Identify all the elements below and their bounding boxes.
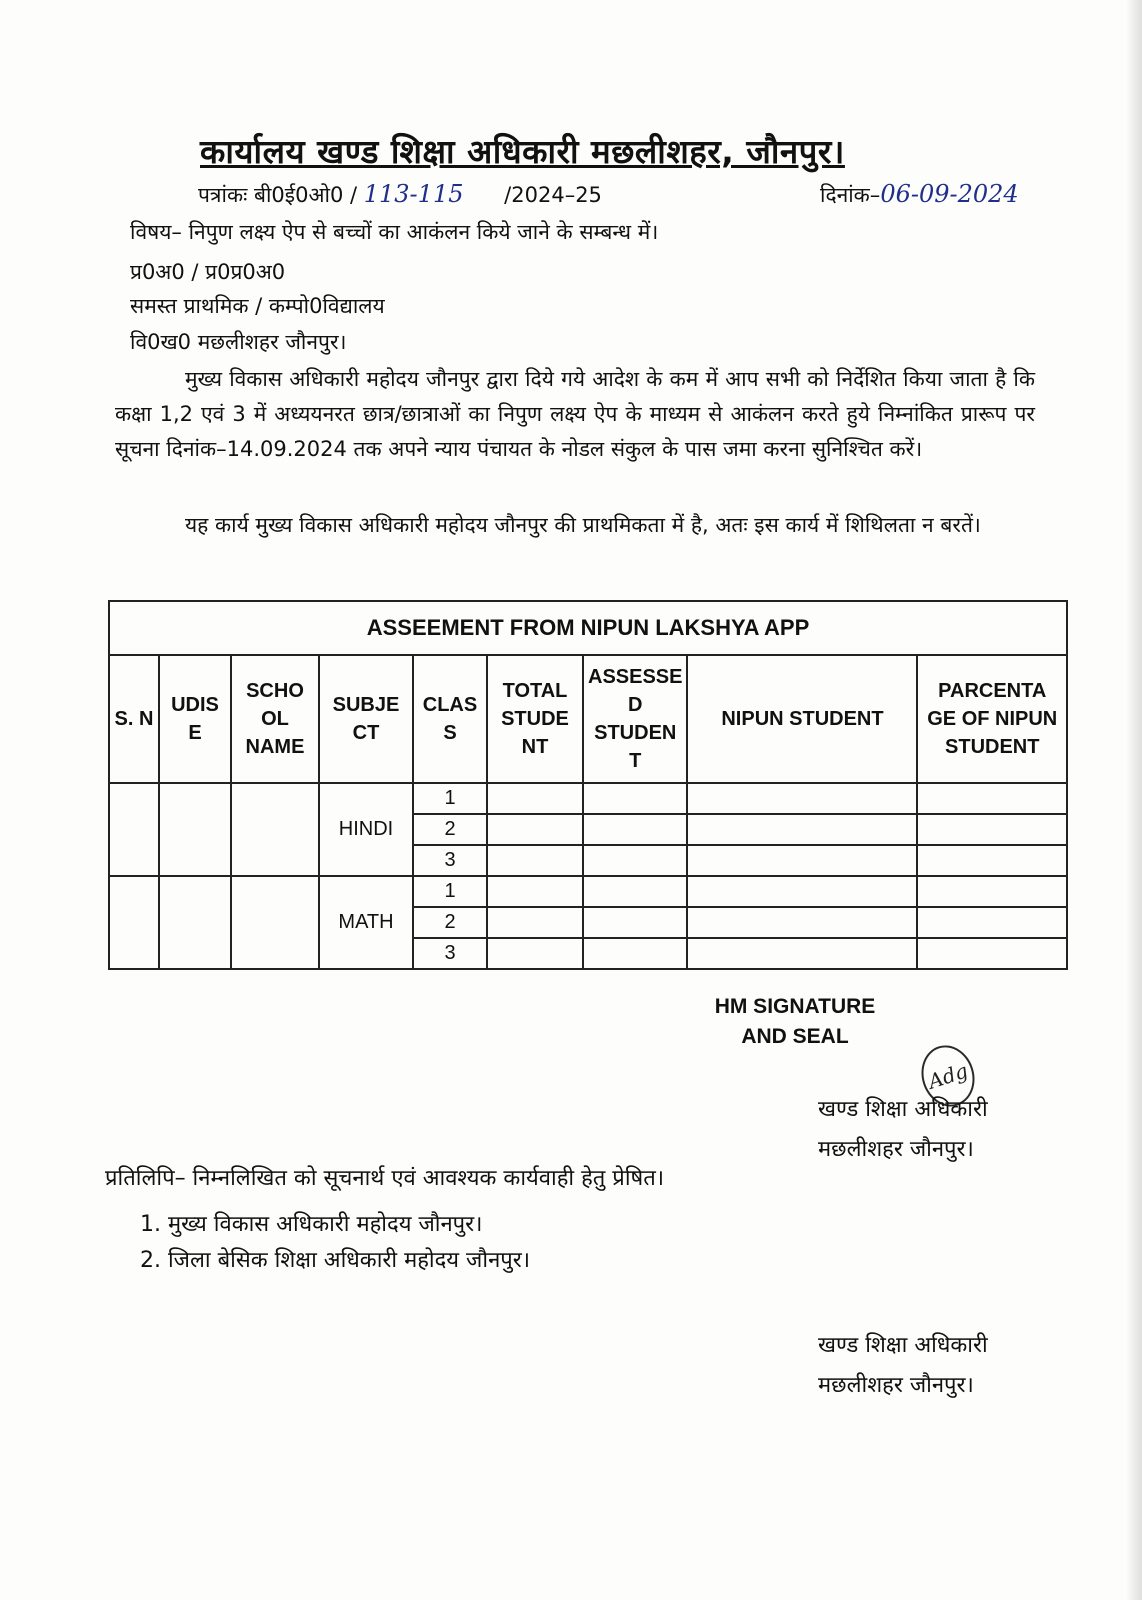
copy-item-2: 2. जिला बेसिक शिक्षा अधिकारी महोदय जौनपुर।	[140, 1248, 531, 1273]
officer-line-2: मछलीशहर जौनपुर।	[818, 1137, 974, 1162]
cell-assessed[interactable]	[583, 876, 687, 907]
officer-footer-line-2: मछलीशहर जौनपुर।	[818, 1373, 974, 1398]
cell-school[interactable]	[231, 783, 319, 876]
cell-total[interactable]	[487, 814, 583, 845]
cell-assessed[interactable]	[583, 783, 687, 814]
officer-footer-block	[818, 1326, 988, 1406]
cell-percent[interactable]	[917, 845, 1067, 876]
cell-udise[interactable]	[159, 783, 231, 876]
office-title: कार्यालय खण्ड शिक्षा अधिकारी मछलीशहर, जौनपुर।	[200, 132, 845, 171]
cell-class: 1	[413, 876, 487, 907]
col-assessed-student: ASSESSE D STUDEN T	[583, 655, 687, 783]
cell-udise[interactable]	[159, 876, 231, 969]
col-school-name: SCHO OL NAME	[231, 655, 319, 783]
officer-line-1: खण्ड शिक्षा अधिकारी	[818, 1097, 988, 1122]
cell-nipun[interactable]	[687, 845, 917, 876]
cell-percent[interactable]	[917, 876, 1067, 907]
cell-percent[interactable]	[917, 814, 1067, 845]
signature-initials-seal: Adg	[914, 1038, 983, 1113]
col-percentage-nipun: PARCENTA GE OF NIPUN STUDENT	[917, 655, 1067, 783]
hm-signature-line-1: HM SIGNATURE	[714, 995, 876, 1018]
officer-signature-block	[818, 1090, 988, 1170]
table-caption: ASSEEMENT FROM NIPUN LAKSHYA APP	[109, 601, 1067, 655]
ref-number: 113-115	[363, 180, 464, 208]
col-subject: SUBJE CT	[319, 655, 413, 783]
ref-year: /2024–25	[504, 183, 602, 207]
date-label: दिनांक–	[820, 183, 881, 207]
cell-nipun[interactable]	[687, 907, 917, 938]
cell-assessed[interactable]	[583, 938, 687, 969]
recipient-line-3: वि0ख0 मछलीशहर जौनपुर।	[130, 330, 347, 354]
cell-sn[interactable]	[109, 783, 159, 876]
cell-class: 2	[413, 814, 487, 845]
col-sn: S. N	[109, 655, 159, 783]
table-header-row	[109, 655, 1067, 783]
copy-intro: प्रतिलिपि– निम्नलिखित को सूचनार्थ एवं आवश्यक कार्यवाही हेतु प्रेषित।	[105, 1166, 665, 1191]
cell-class: 1	[413, 783, 487, 814]
cell-nipun[interactable]	[687, 814, 917, 845]
cell-nipun[interactable]	[687, 876, 917, 907]
table-row	[109, 876, 1067, 907]
copy-item-1: 1. मुख्य विकास अधिकारी महोदय जौनपुर।	[140, 1212, 483, 1237]
date-line	[820, 180, 1019, 209]
cell-assessed[interactable]	[583, 814, 687, 845]
cell-percent[interactable]	[917, 938, 1067, 969]
cell-total[interactable]	[487, 783, 583, 814]
recipient-line-1: प्र0अ0 / प्र0प्र0अ0	[130, 260, 286, 284]
cell-assessed[interactable]	[583, 907, 687, 938]
col-nipun-student: NIPUN STUDENT	[687, 655, 917, 783]
body-paragraph-2: यह कार्य मुख्य विकास अधिकारी महोदय जौनपुर की प्राथमिकता में है, अतः इस कार्य में शिथिलता न बरतें।	[185, 513, 981, 537]
col-class: CLAS S	[413, 655, 487, 783]
cell-total[interactable]	[487, 938, 583, 969]
body-paragraph-1: मुख्य विकास अधिकारी महोदय जौनपुर द्वारा दिये गये आदेश के कम में आप सभी को निर्देशित किया जाता है कि कक्षा 1,2 एवं 3 में अध्ययनरत छात्र/छात्राओं का निपुण लक्ष्य ऐप के माध्यम से आकंलन करते हुये निम्नांकित प्रारूप पर सूचना दिनांक–14.09.2024 तक अपने न्याय पंचायत के नोडल संकुल के पास जमा करना सुनिश्चित करें।	[115, 367, 1035, 461]
hm-signature-line-2: AND SEAL	[741, 1025, 849, 1048]
col-total-student: TOTAL STUDE NT	[487, 655, 583, 783]
cell-total[interactable]	[487, 907, 583, 938]
scan-edge-shadow	[1126, 0, 1142, 1600]
date-value: 06-09-2024	[880, 180, 1019, 208]
cell-subject-hindi: HINDI	[319, 783, 413, 876]
assessment-table	[108, 600, 1068, 970]
hm-signature-block	[700, 992, 890, 1052]
cell-class: 3	[413, 938, 487, 969]
cell-class: 2	[413, 907, 487, 938]
cell-percent[interactable]	[917, 907, 1067, 938]
reference-line	[198, 180, 602, 209]
cell-subject-math: MATH	[319, 876, 413, 969]
col-udise: UDIS E	[159, 655, 231, 783]
officer-footer-line-1: खण्ड शिक्षा अधिकारी	[818, 1333, 988, 1358]
table-row	[109, 783, 1067, 814]
cell-assessed[interactable]	[583, 845, 687, 876]
cell-percent[interactable]	[917, 783, 1067, 814]
recipient-line-2: समस्त प्राथमिक / कम्पो0विद्यालय	[130, 294, 385, 318]
cell-total[interactable]	[487, 876, 583, 907]
cell-sn[interactable]	[109, 876, 159, 969]
subject-line: विषय– निपुण लक्ष्य ऐप से बच्चों का आकंलन किये जाने के सम्बन्ध में।	[130, 220, 659, 244]
ref-prefix: पत्रांकः बी0ई0ओ0 /	[198, 183, 358, 207]
cell-total[interactable]	[487, 845, 583, 876]
cell-nipun[interactable]	[687, 938, 917, 969]
cell-school[interactable]	[231, 876, 319, 969]
cell-class: 3	[413, 845, 487, 876]
cell-nipun[interactable]	[687, 783, 917, 814]
